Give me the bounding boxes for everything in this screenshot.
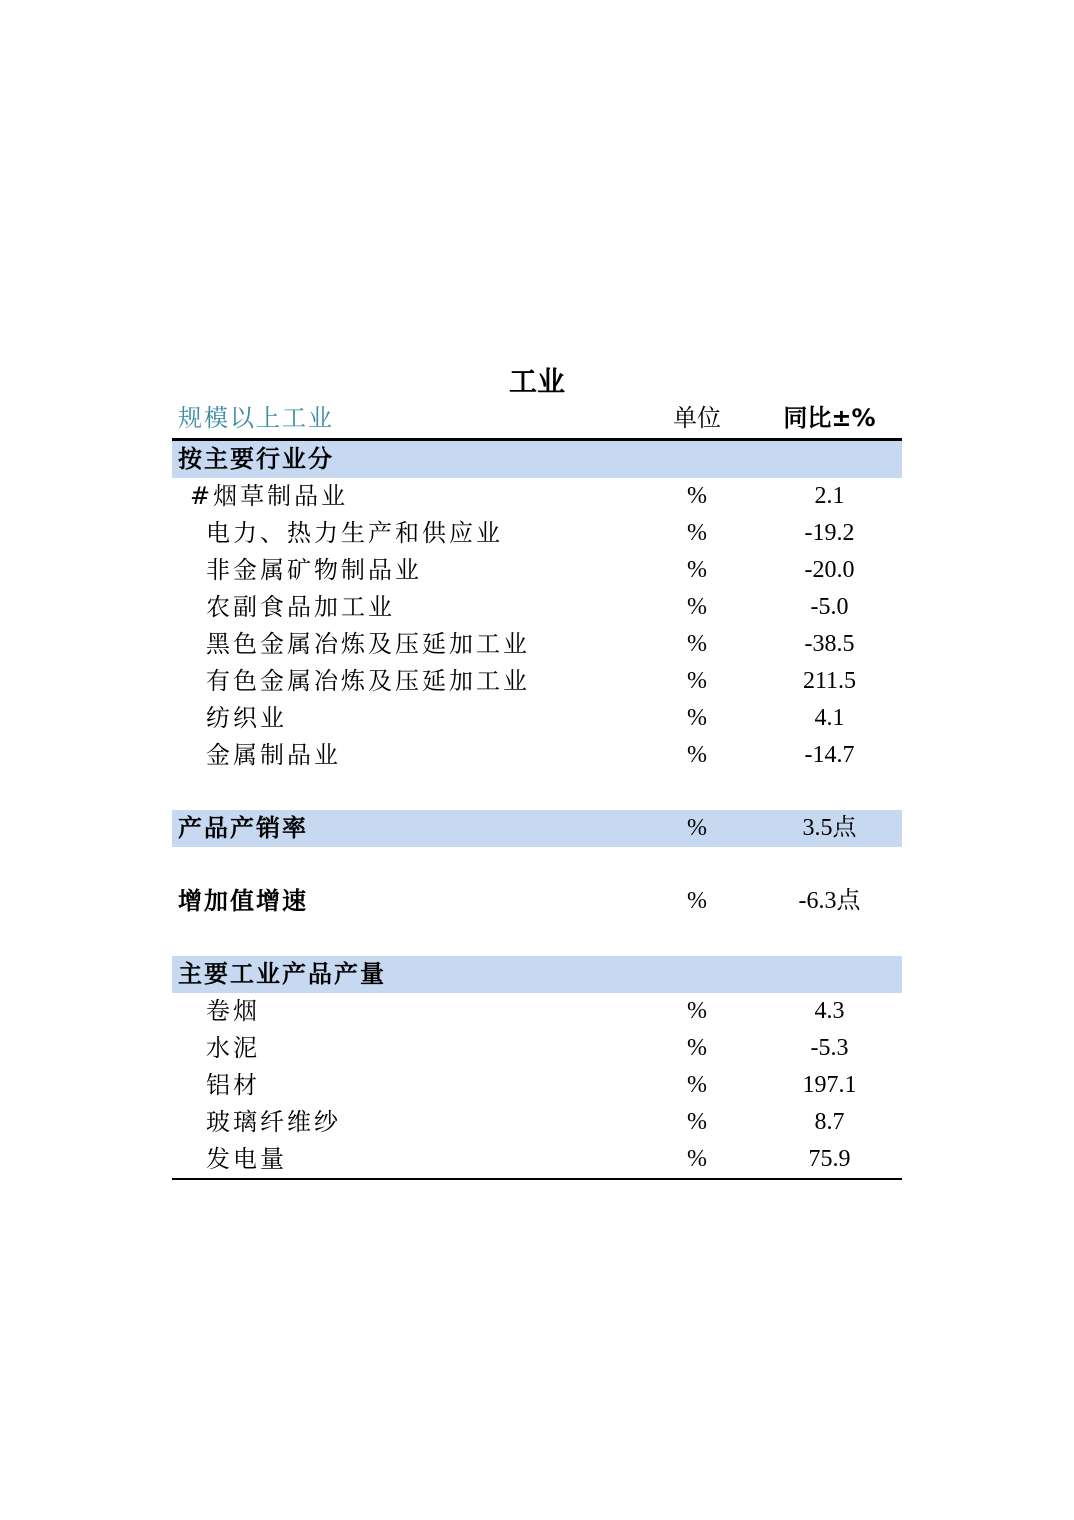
row-value: -5.3: [810, 1035, 849, 1061]
row-name: 产品产销率: [178, 814, 308, 842]
yoy-header: 同比±%: [783, 404, 876, 432]
group-by-industry: [172, 441, 902, 478]
table-row: [172, 663, 902, 700]
row-value: -38.5: [804, 631, 855, 657]
row-value: 75.9: [808, 1146, 851, 1172]
spacer: [172, 774, 902, 810]
row-name: 铝材: [206, 1071, 260, 1099]
spacer: [172, 847, 902, 883]
group-label: 主要工业产品产量: [178, 960, 386, 988]
spacer: [172, 920, 902, 956]
row-name: 金属制品业: [206, 741, 341, 769]
row-name: 玻璃纤维纱: [206, 1108, 341, 1136]
section-title: 规模以上工业: [178, 404, 334, 432]
row-unit: %: [687, 631, 707, 657]
row-value: 3.5点: [802, 815, 857, 841]
row-value: 4.3: [814, 998, 845, 1024]
row-name: 电力、热力生产和供应业: [206, 519, 503, 547]
industry-table: [172, 400, 902, 1180]
table-row: [172, 700, 902, 737]
row-value: 197.1: [802, 1072, 857, 1098]
row-unit: %: [687, 742, 707, 768]
table-row: [172, 478, 902, 515]
row-unit: %: [687, 705, 707, 731]
row-value: 4.1: [814, 705, 845, 731]
table-row: [172, 993, 902, 1030]
row-value: -6.3点: [798, 888, 861, 914]
row-value: 211.5: [802, 668, 857, 694]
row-value: -20.0: [804, 557, 855, 583]
row-name: 发电量: [206, 1145, 287, 1173]
row-value: -19.2: [804, 520, 855, 546]
row-value: 8.7: [814, 1109, 845, 1135]
row-unit: %: [687, 888, 707, 914]
table-row: [172, 737, 902, 774]
row-unit: %: [687, 594, 707, 620]
row-unit: %: [687, 815, 707, 841]
table-row: [172, 1030, 902, 1067]
table-row: [172, 626, 902, 663]
page-title: 工业: [508, 365, 565, 398]
table-row: [172, 1067, 902, 1104]
row-unit: %: [687, 1109, 707, 1135]
row-unit: %: [687, 668, 707, 694]
table-row: [172, 552, 902, 589]
row-name: 卷烟: [206, 997, 260, 1025]
row-name: 农副食品加工业: [206, 593, 395, 621]
table-row: [172, 515, 902, 552]
value-added-row: [172, 883, 902, 920]
row-unit: %: [687, 483, 707, 509]
row-name: 有色金属冶炼及压延加工业: [206, 667, 530, 695]
row-unit: %: [687, 1072, 707, 1098]
table-row: [172, 1141, 902, 1180]
row-value: -5.0: [810, 594, 849, 620]
table-row: [172, 589, 902, 626]
row-name: 增加值增速: [178, 887, 308, 915]
row-value: -14.7: [804, 742, 855, 768]
unit-header: 单位: [673, 404, 721, 432]
group-products: [172, 956, 902, 993]
table-row: [172, 1104, 902, 1141]
group-label: 按主要行业分: [178, 445, 334, 473]
row-unit: %: [687, 998, 707, 1024]
row-value: 2.1: [814, 483, 845, 509]
row-unit: %: [687, 1035, 707, 1061]
row-unit: %: [687, 1146, 707, 1172]
row-name: #烟草制品业: [190, 482, 349, 510]
row-name: 黑色金属冶炼及压延加工业: [206, 630, 530, 658]
sales-rate-row: [172, 810, 902, 847]
row-unit: %: [687, 557, 707, 583]
row-unit: %: [687, 520, 707, 546]
row-name: 非金属矿物制品业: [206, 556, 422, 584]
table-header: [172, 400, 902, 441]
row-name: 水泥: [206, 1034, 260, 1062]
row-name: 纺织业: [206, 704, 287, 732]
